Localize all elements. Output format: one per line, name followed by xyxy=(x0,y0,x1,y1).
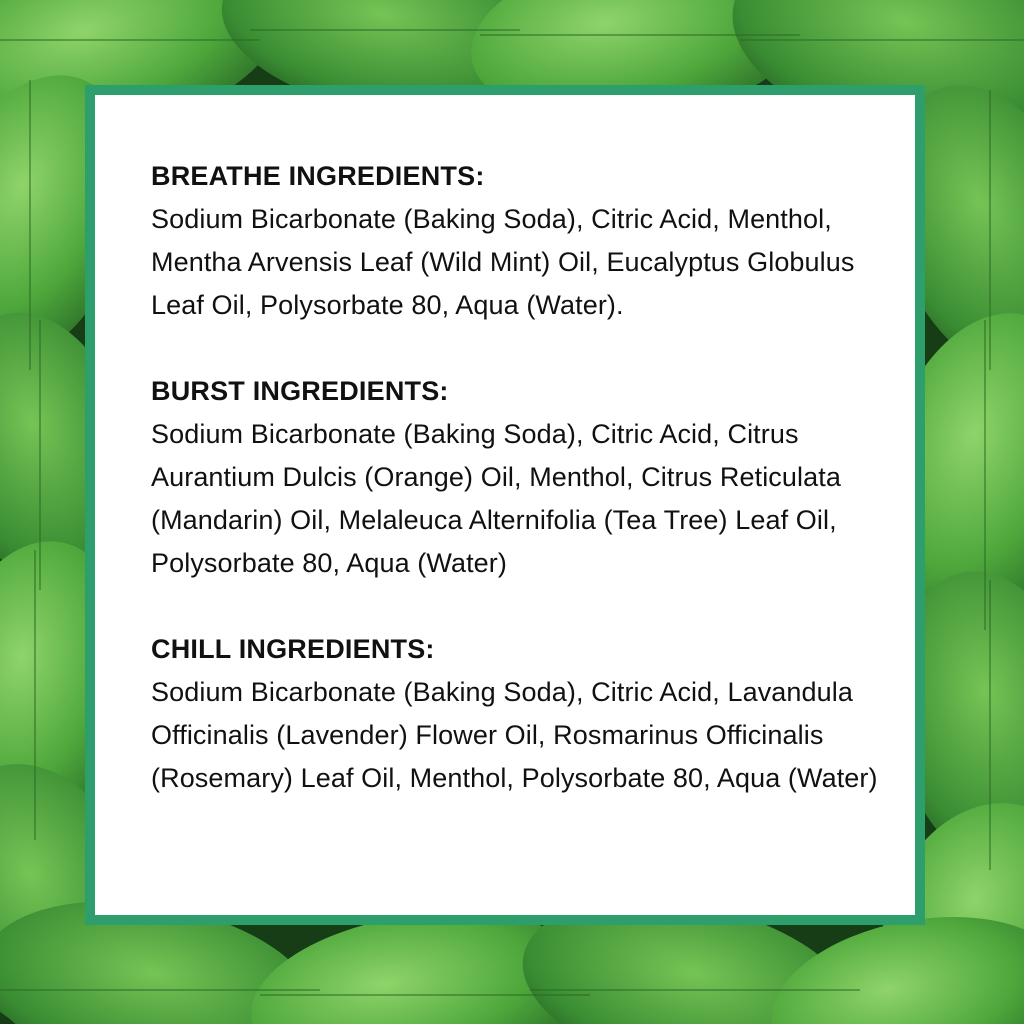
burst-section xyxy=(151,370,891,585)
ingredients-content xyxy=(151,155,891,843)
chill-section xyxy=(151,628,891,800)
breathe-ingredients-text: Sodium Bicarbonate (Baking Soda), Citric Acid, Menthol, Mentha Arvensis Leaf (Wild Mint) Oil, Eucalyptus Globulus Leaf Oil, Polysorbate 80, Aqua (Water). xyxy=(151,204,855,320)
chill-ingredients-text: Sodium Bicarbonate (Baking Soda), Citric Acid, Lavandula Officinalis (Lavender) Flower Oil, Rosmarinus Officinalis (Rosemary) Leaf Oil, Menthol, Polysorbate 80, Aqua (Water) xyxy=(151,677,878,793)
burst-ingredients-text: Sodium Bicarbonate (Baking Soda), Citric Acid, Citrus Aurantium Dulcis (Orange) Oil, Menthol, Citrus Reticulata (Mandarin) Oil, Melaleuca Alternifolia (Tea Tree) Leaf Oil, Polysorbate 80, Aqua (Water) xyxy=(151,419,841,578)
chill-heading: CHILL INGREDIENTS: xyxy=(151,634,435,664)
breathe-section xyxy=(151,155,891,327)
breathe-heading: BREATHE INGREDIENTS: xyxy=(151,161,485,191)
burst-heading: BURST INGREDIENTS: xyxy=(151,376,449,406)
ingredients-card xyxy=(85,85,925,925)
